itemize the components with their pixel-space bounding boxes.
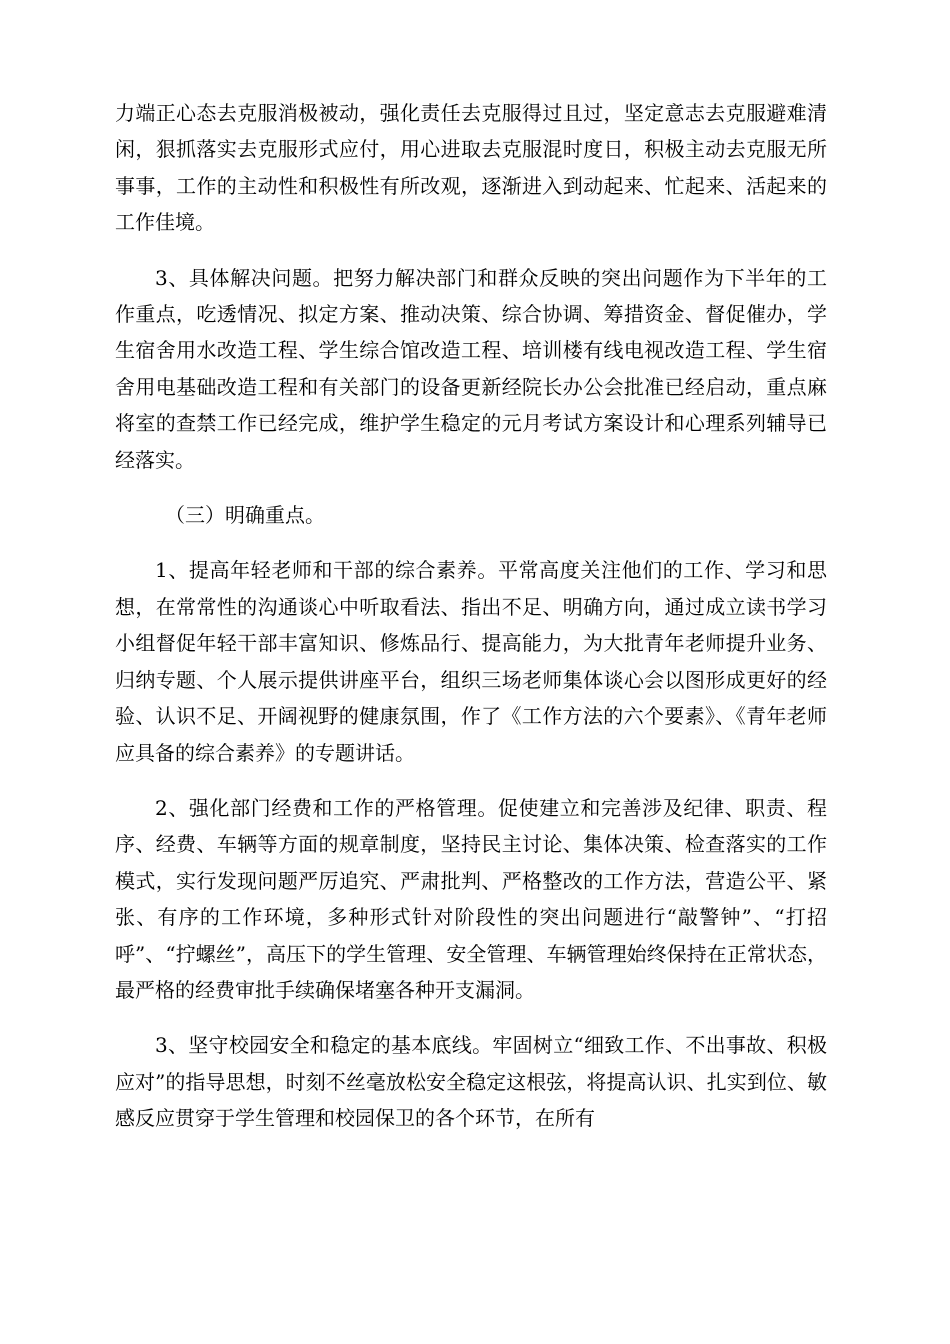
paragraph-solve-problems: 3、具体解决问题。把努力解决部门和群众反映的突出问题作为下半年的工作重点，吃透情况、拟定方案、推动决策、综合协调、筹措资金、督促催办，学生宿舍用水改造工程、学生综合馆改造工程、培训楼有线电视改造工程、学生宿舍用电基础改造工程和有关部门的设备更新经院长办公会批准已经启动，重点麻将室的查禁工作已经完成，维护学生稳定的元月考试方案设计和心理系列辅导已经落实。	[115, 265, 827, 472]
section-heading-clarify-priorities: （三）明确重点。	[165, 503, 325, 528]
paragraph-strict-management: 2、强化部门经费和工作的严格管理。促使建立和完善涉及纪律、职责、程序、经费、车辆等方面的规章制度，坚持民主讨论、集体决策、检查落实的工作模式，实行发现问题严厉追究、严肃批判、严格整改的工作方法，营造公平、紧张、有序的工作环境，多种形式针对阶段性的突出问题进行“敲警钟”、“打招呼”、“拧螺丝”，高压下的学生管理、安全管理、车辆管理始终保持在正常状态，最严格的经费审批手续确保堵塞各种开支漏洞。	[115, 795, 827, 1002]
paragraph-continuation: 力端正心态去克服消极被动，强化责任去克服得过且过，坚定意志去克服避难清闲，狠抓落实去克服形式应付，用心进取去克服混时度日，积极主动去克服无所事事，工作的主动性和积极性有所改观，逐渐进入到动起来、忙起来、活起来的工作佳境。	[115, 101, 827, 235]
document-page	[115, 95, 827, 1156]
paragraph-improve-quality: 1、提高年轻老师和干部的综合素养。平常高度关注他们的工作、学习和思想，在常常性的沟通谈心中听取看法、指出不足、明确方向，通过成立读书学习小组督促年轻干部丰富知识、修炼品行、提高能力，为大批青年老师提升业务、归纳专题、个人展示提供讲座平台，组织三场老师集体谈心会以图形成更好的经验、认识不足、开阔视野的健康氛围，作了《工作方法的六个要素》、《青年老师应具备的综合素养》的专题讲话。	[115, 558, 827, 765]
paragraph-campus-safety: 3、坚守校园安全和稳定的基本底线。牢固树立“细致工作、不出事故、积极应对”的指导思想，时刻不丝毫放松安全稳定这根弦，将提高认识、扎实到位、敏感反应贯穿于学生管理和校园保卫的各个环节，在所有	[115, 1033, 827, 1131]
